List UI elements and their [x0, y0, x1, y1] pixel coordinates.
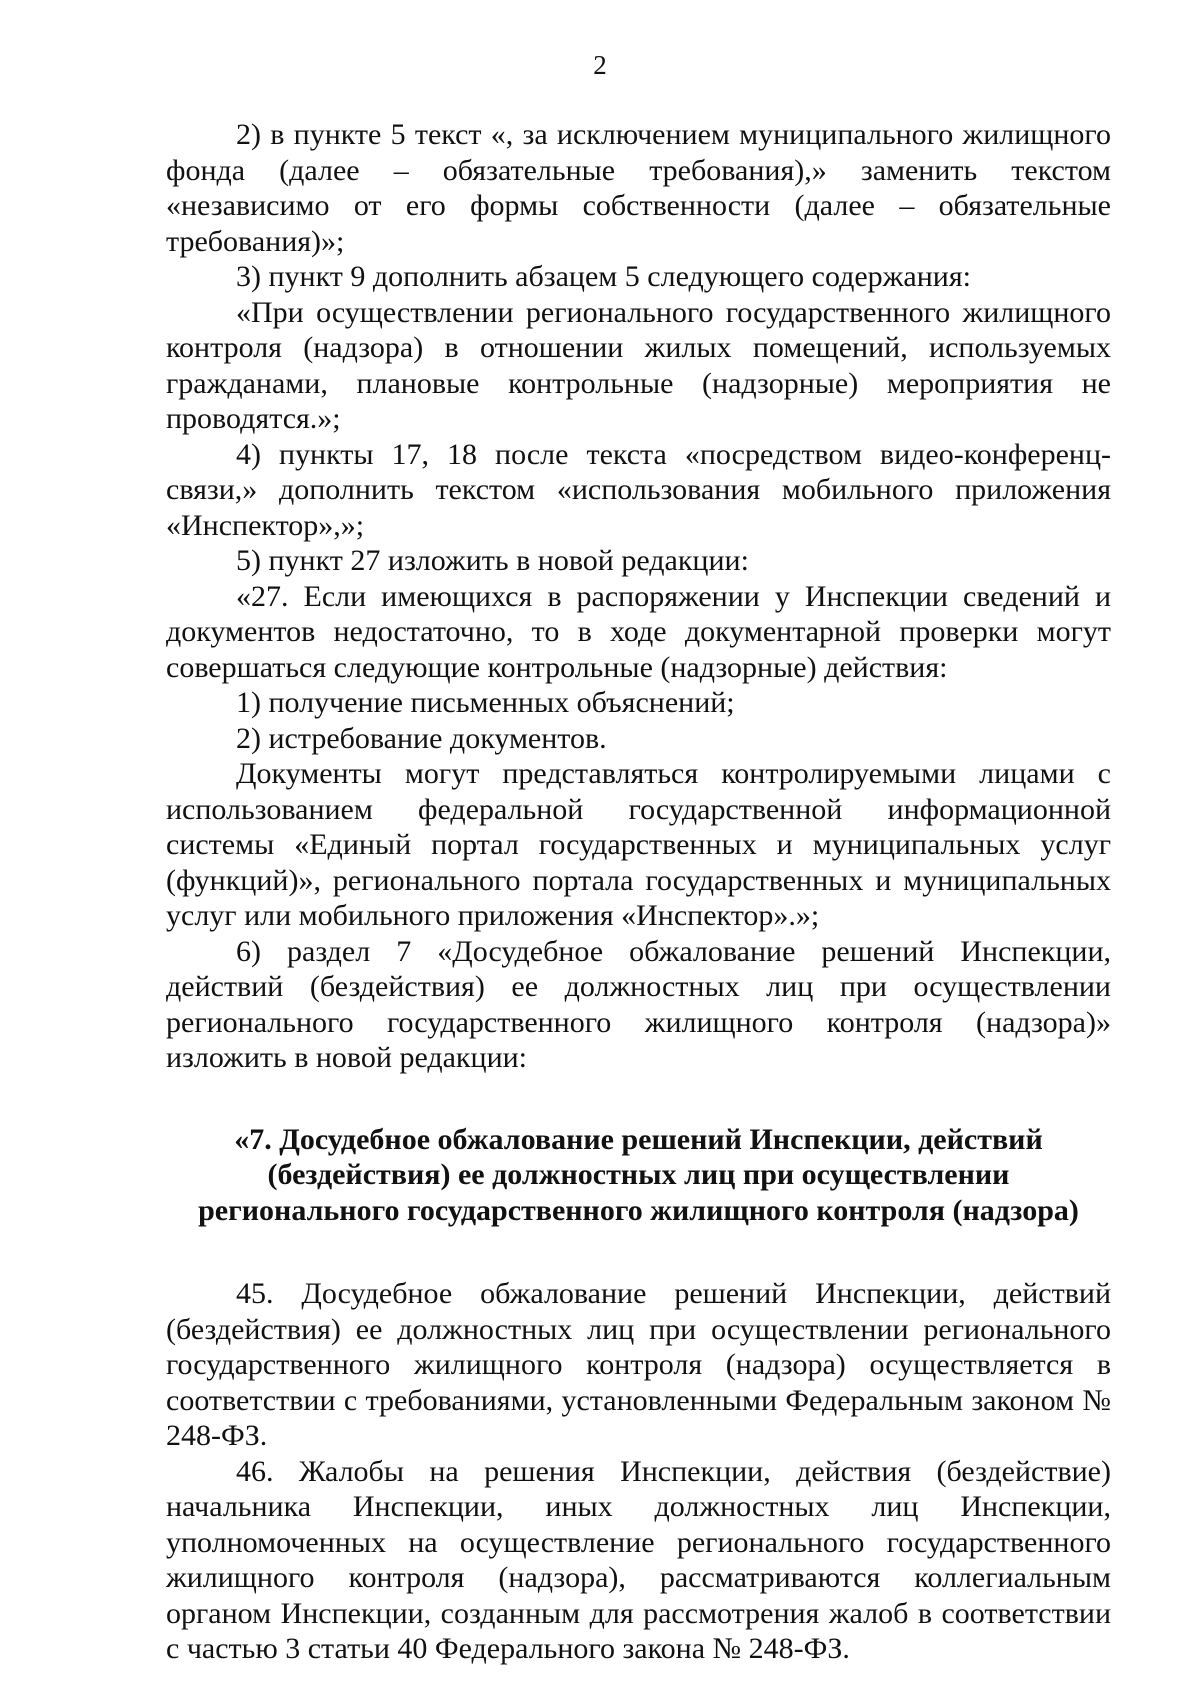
paragraph-clause-27: «27. Если имеющихся в распоряжении у Инспекции сведений и документов недостаточно, то в ходе документарной проверки могут совершаться следующие контрольные (надзорные) действия:: [166, 579, 1111, 684]
paragraph-item-3-amendment: 3) пункт 9 дополнить абзацем 5 следующего содержания:: [236, 260, 971, 293]
paragraph-item-5-amendment: 5) пункт 27 изложить в новой редакции:: [236, 544, 749, 577]
paragraph-quoted-text: «При осуществлении регионального государственного жилищного контроля (надзора) в отношении жилых помещений, используемых гражданами, плановые контрольные (надзорные) мероприятия не проводятся.»;: [166, 295, 1111, 435]
paragraph-clause-46: 46. Жалобы на решения Инспекции, действия (бездействие) начальника Инспекции, иных должностных лиц Инспекции, уполномоченных на осуществление регионального государственного жилищного контроля (надзора), рассматриваются коллегиальным органом Инспекции, созданным для рассмотрения жалоб в соответствии с частью 3 статьи 40 Федерального закона № 248-ФЗ.: [166, 1454, 1111, 1665]
paragraph-clause-45: 45. Досудебное обжалование решений Инспекции, действий (бездействия) ее должностных лиц при осуществлении регионального государственного жилищного контроля (надзора) осуществляется в соответствии с требованиями, установленными Федеральным законом № 248-ФЗ.: [166, 1277, 1111, 1452]
section-heading-line-2: (бездействия) ее должностных лиц при осуществлении: [267, 1158, 1010, 1191]
paragraph-subitem-1: 1) получение письменных объяснений;: [236, 686, 735, 719]
page-number: 2: [593, 50, 607, 80]
document-body: [166, 117, 1111, 1667]
paragraph-item-4-amendment: 4) пункты 17, 18 после текста «посредством видео-конференц-связи,» дополнить текстом «использования мобильного приложения «Инспектор»,»;: [166, 437, 1111, 542]
section-heading: [166, 1122, 1111, 1229]
section-heading-line-3: регионального государственного жилищного контроля (надзора): [198, 1193, 1079, 1227]
paragraph-item-2-amendment: 2) в пункте 5 текст «, за исключением муниципального жилищного фонда (далее – обязательные требования),» заменить текстом «независимо от его формы собственности (далее – обязательные требования)»;: [166, 118, 1111, 258]
paragraph-item-6-amendment: 6) раздел 7 «Досудебное обжалование решений Инспекции, действий (бездействия) ее должностных лиц при осуществлении регионального государственного жилищного контроля (надзора)» изложить в новой редакции:: [166, 934, 1111, 1074]
paragraph-documents: Документы могут представляться контролируемыми лицами с использованием федеральной государственной информационной системы «Единый портал государственных и муниципальных услуг (функций)», регионального портала государственных и муниципальных услуг или мобильного приложения «Инспектор».»;: [166, 757, 1111, 932]
paragraph-subitem-2: 2) истребование документов.: [236, 721, 607, 755]
section-heading-line-1: «7. Досудебное обжалование решений Инспекции, действий: [234, 1122, 1043, 1156]
